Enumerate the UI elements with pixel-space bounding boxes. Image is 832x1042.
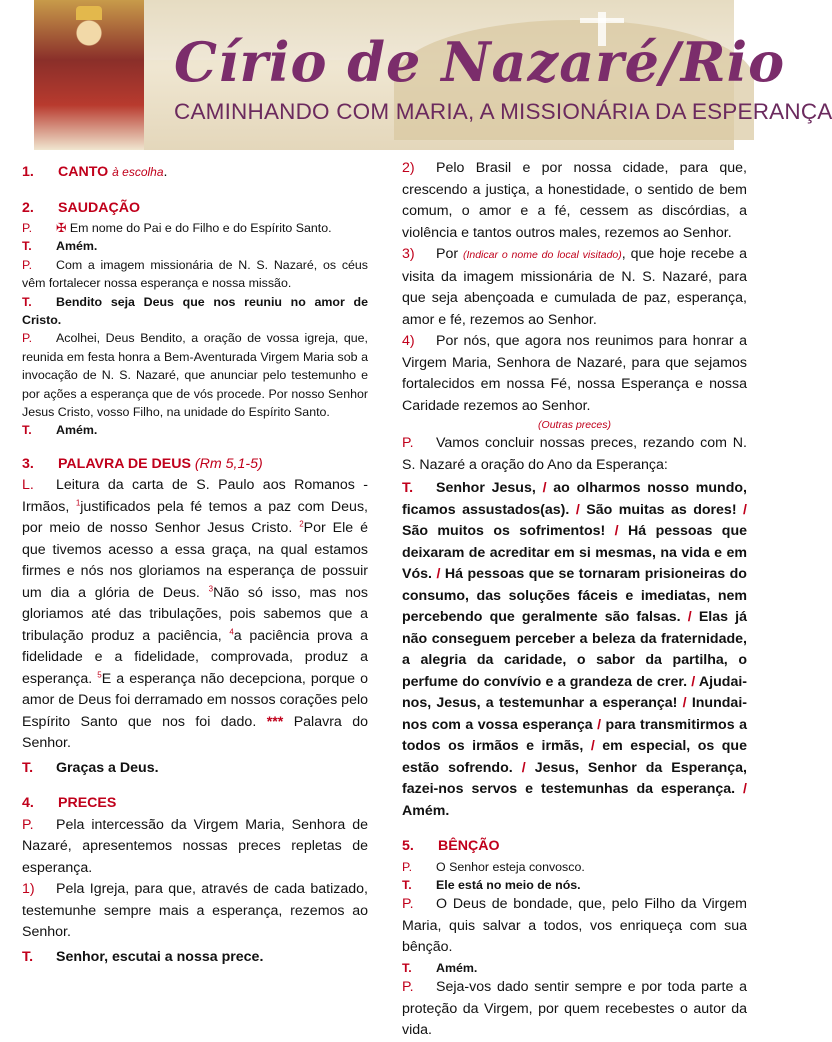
bencao-t2: T. Amém.: [402, 960, 478, 975]
prayer-of-hope: T. Senhor Jesus, / ao olharmos nosso mundo, ficamos assustados(as). / São muitas as dores! / São muitos os sofrimentos! / Há pessoas que deixaram de acreditar em si mesmas, na vida e em Vós. / Há pessoas que se tornaram prisioneiras do consumo, das soluções fáceis e imediatas, nem percebendo que geralmente são falsas. / Elas já não conseguem perceber a beleza da fraternidade, a alegria da caridade, o sabor da partilha, o perfume do convívio e a grandeza de crer. / Ajudai-nos, Jesus, a testemunhar a esperança! / Inundai-nos com a vossa esperança / para transmitirmos a todos os irmãos e irmãs, / em especial, os que estão sofrendo. / Jesus, Senhor da Esperança, fazei-nos servos e testemunhas da esperança. / Amém.: [402, 480, 748, 819]
prayer-intro: P. Vamos concluir nossas preces, rezando com N. S. Nazaré a oração do Ano da Esperança:: [402, 435, 747, 473]
section-palavra-heading: 3. PALAVRA DE DEUS (Rm 5,1-5): [22, 455, 263, 472]
preces-intro: P. Pela intercessão da Virgem Maria, Senhora de Nazaré, apresentemos nossas preces repletas de esperança.: [22, 816, 368, 876]
saudacao-t2: T. Bendito seja Deus que nos reuniu no amor de Cristo.: [22, 294, 368, 328]
saudacao-p1: P. ✠ Em nome do Pai e do Filho e do Espírito Santo.: [22, 221, 332, 235]
bencao-t1: T. Ele está no meio de nós.: [402, 877, 581, 892]
section-preces-heading: 4. PRECES: [22, 795, 117, 812]
saudacao-p2: P. Com a imagem missionária de N. S. Nazaré, os céus vêm fortalecer nossa esperança e nossa missão.: [22, 257, 368, 291]
bencao-p2: P. O Deus de bondade, que, pelo Filho da Virgem Maria, quis salvar a todos, vos enriqueça com sua bênção.: [402, 896, 747, 956]
our-lady-of-nazareth-image: [34, 0, 144, 150]
reading-response: T. Graças a Deus.: [22, 759, 159, 776]
prece-1: 1) Pela Igreja, para que, através de cada batizado, testemunhe sempre mais a esperança, rezemos ao Senhor.: [22, 881, 368, 941]
right-column: [402, 158, 747, 1042]
prece-2: 2) Pelo Brasil e por nossa cidade, para que, crescendo a justiça, a honestidade, o sentido de bem comum, o amor e a fé, cessem as discórdias, a violência e tantos outros males, rezemos ao Senhor.: [402, 160, 747, 241]
banner-title: Círio de Nazaré/Rio: [174, 30, 786, 94]
banner-subtitle: CAMINHANDO COM MARIA, A MISSIONÁRIA DA ESPERANÇA: [174, 99, 832, 124]
left-column: [22, 158, 368, 968]
cross-icon: ✠: [56, 221, 67, 235]
saudacao-t3: T. Amém.: [22, 423, 98, 438]
bencao-p3: P. Seja-vos dado sentir sempre e por toda parte a proteção da Virgem, por quem recebestes o autor da vida.: [402, 979, 747, 1039]
header-banner: [34, 0, 832, 150]
outras-preces-note: (Outras preces): [538, 419, 611, 431]
prece-3: 3) Por (Indicar o nome do local visitado), que hoje recebe a visita da imagem missionária de N. S. Nazaré, para que seja abençoada e cumulada de paz, esperança, amor e fé, rezemos ao Senhor.: [402, 246, 747, 328]
preces-response: T. Senhor, escutai a nossa prece.: [22, 948, 264, 965]
section-bencao-heading: 5. BÊNÇÃO: [402, 838, 500, 854]
section-canto-heading: 1. CANTO à escolha.: [22, 164, 168, 180]
reading-text: L. Leitura da carta de S. Paulo aos Romanos - Irmãos, $^1$justificados pela fé temos a paz com Deus, por meio de nosso Senhor Jesus Cristo. $^2$Por Ele é que tivemos acesso a essa graça, na qual estamos firmes e nós nos gloriamos na esperança de possuir um dia a glória de Deus. $^3$Não só isso, mas nos gloriamos até das tribulações, pois sabemos que a tribulação produz a paciência, $^4$a paciência prova a fidelidade e a fidelidade, comprovada, produz a esperança. $^5$E a esperança não decepciona, porque o amor de Deus foi derramado em nossos corações pelo Espírito Santo que nos foi dado. *** Palavra do Senhor.: [22, 477, 369, 752]
bencao-p1: P. O Senhor esteja convosco.: [402, 859, 585, 874]
section-saudacao-heading: 2. SAUDAÇÃO: [22, 199, 140, 216]
prece-4: 4) Por nós, que agora nos reunimos para honrar a Virgem Maria, Senhora de Nazaré, para que sejamos fortalecidos em nossa Fé, nossa Esperança e nossa Caridade rezemos ao Senhor.: [402, 333, 747, 414]
saudacao-p3: P. Acolhei, Deus Bendito, a oração de vossa igreja, que, reunida em festa honra a Bem-Aventurada Virgem Maria sob a invocação de N. S. Nazaré, que anunciar pelo testemunho e por ações a esperança que de vós procede. Por nosso Senhor Jesus Cristo, vosso Filho, na unidade do Espírito Santo.: [22, 331, 368, 420]
saudacao-t1: T. Amém.: [22, 239, 98, 254]
